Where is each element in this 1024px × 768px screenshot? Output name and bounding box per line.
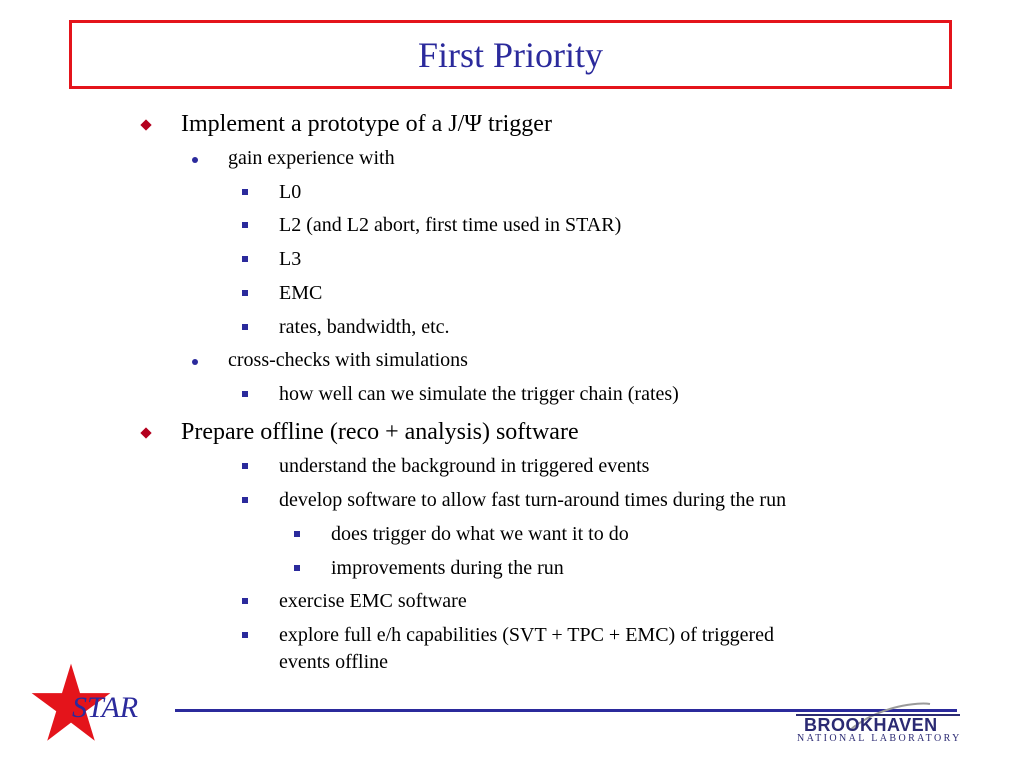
bullet-text: understand the background in triggered events — [279, 455, 650, 477]
square-bullet-icon — [242, 632, 248, 638]
bullet-text: explore full e/h capabilities (SVT + TPC + EMC) of triggered — [279, 624, 775, 646]
square-bullet-icon — [242, 189, 248, 195]
bullet-text: events offline — [279, 651, 389, 673]
bullet-text: EMC — [279, 282, 323, 304]
bullet-text: L3 — [279, 248, 302, 270]
bullet-text: develop software to allow fast turn-around times during the run — [279, 489, 787, 511]
square-bullet-icon — [242, 222, 248, 228]
bullet-text: does trigger do what we want it to do — [331, 523, 629, 545]
square-bullet-icon — [242, 290, 248, 296]
square-bullet-icon — [242, 391, 248, 397]
square-bullet-icon — [294, 531, 300, 537]
dot-bullet-icon — [192, 359, 198, 365]
bullet-text: how well can we simulate the trigger chain (rates) — [279, 383, 679, 405]
bullet-text: gain experience with — [228, 147, 395, 169]
dot-bullet-icon — [192, 157, 198, 163]
square-bullet-icon — [242, 598, 248, 604]
bnl-name: BROOKHAVEN — [804, 715, 938, 735]
page-title: First Priority — [417, 34, 604, 75]
bullet-text: Implement a prototype of a J/Ψ trigger — [181, 111, 552, 137]
diamond-bullet-icon — [140, 119, 151, 130]
bnl-subtitle: NATIONAL LABORATORY — [797, 733, 962, 744]
square-bullet-icon — [242, 324, 248, 330]
bullet-text: L0 — [279, 181, 302, 203]
bullet-text: exercise EMC software — [279, 590, 467, 612]
square-bullet-icon — [242, 497, 248, 503]
bullet-text: cross-checks with simulations — [228, 349, 468, 371]
bullet-text: L2 (and L2 abort, first time used in STAR) — [279, 214, 622, 236]
bullet-text: improvements during the run — [331, 557, 564, 579]
diamond-bullet-icon — [140, 427, 151, 438]
square-bullet-icon — [242, 463, 248, 469]
square-bullet-icon — [294, 565, 300, 571]
star-label: STAR — [72, 691, 139, 724]
bullet-text: Prepare offline (reco + analysis) software — [181, 419, 579, 445]
square-bullet-icon — [242, 256, 248, 262]
bullet-text: rates, bandwidth, etc. — [279, 316, 450, 338]
